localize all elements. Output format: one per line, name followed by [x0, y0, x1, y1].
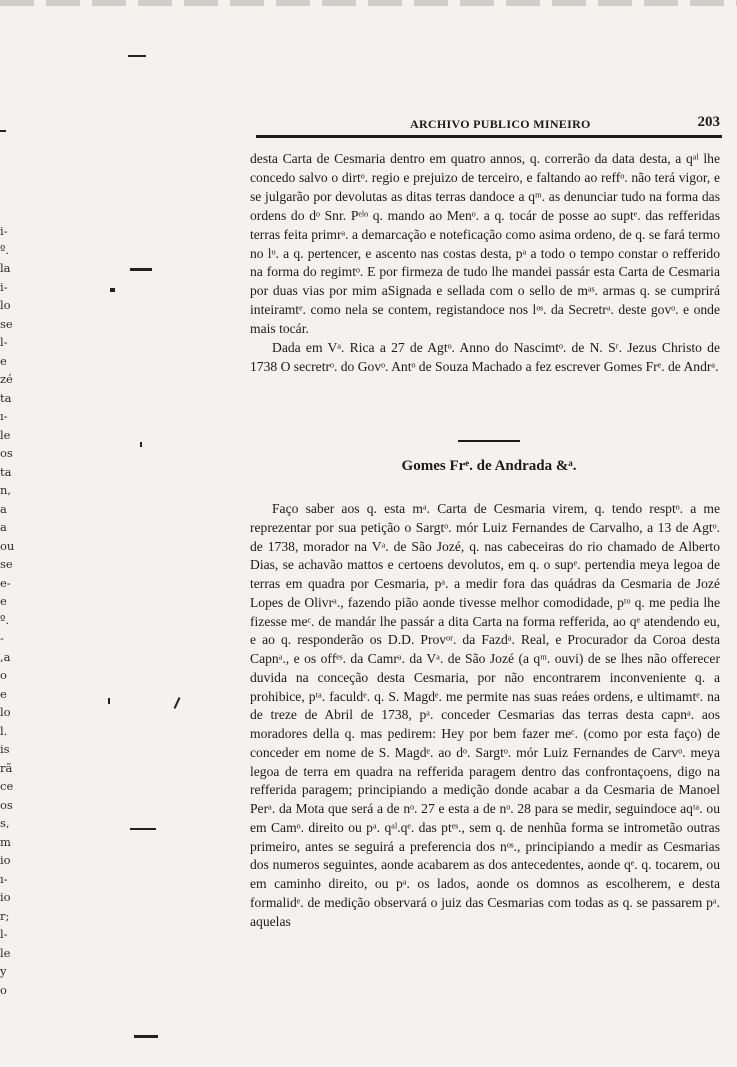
page-number: 203 [697, 114, 720, 130]
paragraph: desta Carta de Cesmaria dentro em quatro annos, q. correrão da data desta, a qᵃˡ lhe concedo salvo o dirtᵒ. regio e prejuizo de terceiro, e faltando ao reffᵒ. não terá vigor, e se julgarão por devolutas as ditas terras dandoce a qᵐ. as denunciar tudo na forma das ordens do dᵒ Snr. Pᵉˡᵒ q. mando ao Menᵒ. a q. tocár de posse ao suptᵉ. das refferidas terras feita primrᵃ. a demarcação e noteficação como asima ordeno, de q. se fará termo no lᵒ. a q. pertencer, e ascento nas costas desta, pᵃ a todo o tempo constar o refferido na forma do regimtᵒ. E por firmeza de tudo lhe mandei passár esta Carta de Cesmaria por duas vias por mim aSignada e sellada com o sello de mᵃˢ. armas q. se cumprirá inteiramtᵉ. como nela se contem, registandoce nos lᵒˢ. da Secretrᵃ. deste govᵒ. e onde mais tocár. [250, 151, 720, 337]
facing-page-margin-fragments: i- º. la i- lo se l- e zé ta ı- le os ta n, a a ou se e- e º. - ,a o e lo l. is rã ce os s, m io ı- io r; l- le y o [0, 224, 15, 997]
gutter-mark [0, 130, 6, 132]
ink-speck [174, 697, 181, 709]
page-header [258, 113, 720, 137]
header-rule [256, 135, 722, 138]
ink-speck [110, 288, 115, 292]
section-2-text [250, 500, 720, 931]
ink-speck [108, 698, 110, 704]
section-divider [458, 440, 520, 442]
gutter-mark [130, 268, 152, 271]
running-title: ARCHIVO PUBLICO MINEIRO [410, 117, 591, 131]
gutter-mark [134, 1035, 158, 1038]
paragraph: Faço saber aos q. esta mᵃ. Carta de Cesmaria virem, q. tendo resptᵒ. a me reprezentar por sua petição o Sargtᵒ. mór Luiz Fernandes de Carvalho, a 13 de Agtᵒ. de 1738, morador na Vᵃ. de São Jozé, q. nas cabeceiras do rio chamado de Alberto Dias, se achavão mattos e certoens devolutos, em q. o supᵉ. pertendia meya legoa de terras em quadra por Cesmaria, pᵃ. a medir fora das quádras da Cesmaria de Jozé Lopes de Olivrᵃ., fazendo pião aonde tivesse melhor comodidade, pᵗᵒ q. me pedia lhe fizesse meᶜ. de mandár lhe passár a dita Carta na forma refferida, ao qᵉ atendendo eu, e ao q. responderão os D.D. Provᵒʳ. da Fazdᵃ. Real, e Procurador da Coroa desta Capnᵃ., e os offᵉˢ. da Camrᵃ. da Vᵃ. de São Jozé (a qᵐ. ouvi) de se lhes não offerecer duvida na conceção desta Cesmaria, por não encontrarem inconveniente q. a prohibice, pᵗᵃ. faculdᵉ. q. S. Magdᵉ. me permite nas suas reáes ordens, e ultimamtᵉ. na de treze de Abril de 1738, pᵃ. conceder Cesmarias das terras desta capnᵃ. aos moradores della q. mas pedirem: Hey por bem fazer meᶜ. (como por esta faço) de conceder em nome de S. Magdᵉ. ao dᵒ. Sargtᵒ. mór Luiz Fernandes de Carvᵒ. meya legoa de terra em quadra na refferida paragem dentro das confrontaçoens, digo na refferida paragem; principiando a medição donde acabar a da Cesmaria de Manoel Perᵃ. da Mota que será a de nᵒ. 27 e esta a de nᵒ. 28 para se medir, seguindoce aqᵗᵃ. ou em Camᵒ. direito ou pᵃ. qᵃˡ.qᵉ. das ptᵉˢ., sem q. de nenhũa forma se intrometão outras primeiro, antes se seguirá a preferencia dos nᵒˢ., principiando a medir as Cesmarias dos numeros seguintes, aonde acabarem as dos antecedentes, aonde qᵉ. q. tocarem, ou em caminho direito, ou pᵃ. os lados, aonde os domnos as escolherem, e desta formalidᵉ. de medição observará o juiz das Cesmarias com todas as q. se passarem pᵃ. aquelas [250, 501, 720, 929]
page-edge [0, 0, 737, 6]
section-1-text [250, 150, 720, 377]
gutter-mark [128, 55, 146, 57]
gutter-mark [130, 828, 156, 830]
section-heading: Gomes Frᵉ. de Andrada &ᵃ. [401, 458, 577, 474]
ink-speck [140, 442, 142, 447]
paragraph: Dada em Vᵃ. Rica a 27 de Agtᵒ. Anno do Nascimtᵒ. de N. Sʳ. Jezus Christo de 1738 O secretrᵒ. do Govᵒ. Antᵒ de Souza Machado a fez escrever Gomes Frᵉ. de Andrᵃ. [250, 340, 720, 374]
